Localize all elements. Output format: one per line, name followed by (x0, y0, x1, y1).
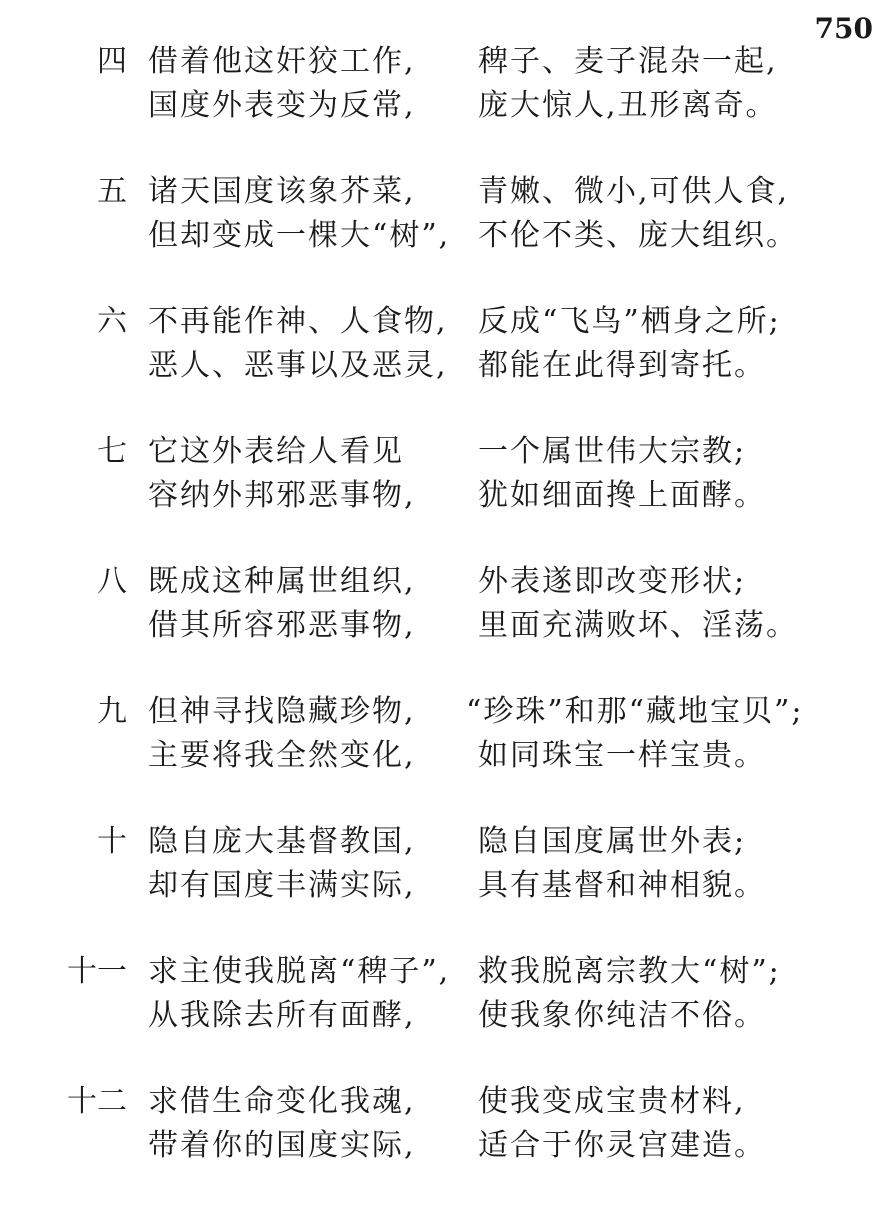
stanza-line-right: 如同珠宝一样宝贵。 (478, 738, 766, 773)
stanza-number: 十二 (67, 1084, 127, 1119)
stanza-5 (0, 172, 885, 302)
stanza-line-right: 救我脱离宗教大“树”; (478, 954, 781, 989)
stanza-number: 九 (97, 694, 127, 729)
stanza-line-left: 隐自庞大基督教国, (148, 824, 416, 859)
stanza-line-left: 带着你的国度实际, (148, 1128, 416, 1163)
stanza-line-right: 庞大惊人,丑形离奇。 (478, 88, 778, 123)
stanza-line-left: 容纳外邦邪恶事物, (148, 478, 416, 513)
stanza-line-right: 反成“飞鸟”栖身之所; (478, 304, 781, 339)
stanza-line-right: 里面充满败坏、淫荡。 (478, 608, 798, 643)
stanza-line-left: 借其所容邪恶事物, (148, 608, 416, 643)
stanza-line-right: 都能在此得到寄托。 (478, 348, 766, 383)
stanza-11 (0, 952, 885, 1082)
stanza-line-right: 不伦不类、庞大组织。 (478, 218, 798, 253)
stanza-line-right: “珍珠”和那“藏地宝贝”; (466, 694, 804, 729)
stanza-number: 四 (97, 44, 127, 79)
stanza-6 (0, 302, 885, 432)
stanza-line-right: 一个属世伟大宗教; (478, 434, 747, 469)
stanza-line-left: 求借生命变化我魂, (148, 1084, 416, 1119)
stanza-number: 六 (97, 304, 127, 339)
stanza-line-left: 从我除去所有面酵, (148, 998, 416, 1033)
stanza-line-right: 使我象你纯洁不俗。 (478, 998, 766, 1033)
stanza-line-left: 主要将我全然变化, (148, 738, 416, 773)
stanza-line-right: 使我变成宝贵材料, (478, 1084, 746, 1119)
hymn-stanzas (0, 42, 885, 1212)
stanza-line-left: 却有国度丰满实际, (148, 868, 416, 903)
stanza-number: 十 (97, 824, 127, 859)
stanza-number: 十一 (67, 954, 127, 989)
stanza-line-left: 国度外表变为反常, (148, 88, 416, 123)
stanza-10 (0, 822, 885, 952)
stanza-line-right: 具有基督和神相貌。 (478, 868, 766, 903)
stanza-line-left: 恶人、恶事以及恶灵, (148, 348, 448, 383)
stanza-line-left: 但却变成一棵大“树”, (148, 218, 451, 253)
stanza-line-left: 但神寻找隐藏珍物, (148, 694, 416, 729)
stanza-line-left: 既成这种属世组织, (148, 564, 416, 599)
stanza-line-right: 稗子、麦子混杂一起, (478, 44, 778, 79)
stanza-line-left: 不再能作神、人食物, (148, 304, 448, 339)
stanza-12 (0, 1082, 885, 1212)
stanza-number: 八 (97, 564, 127, 599)
stanza-line-left: 求主使我脱离“稗子”, (148, 954, 451, 989)
stanza-number: 五 (97, 174, 127, 209)
stanza-9 (0, 692, 885, 822)
stanza-4 (0, 42, 885, 172)
stanza-line-left: 诸天国度该象芥菜, (148, 174, 416, 209)
stanza-number: 七 (97, 434, 127, 469)
stanza-line-left: 借着他这奸狡工作, (148, 44, 416, 79)
stanza-line-right: 青嫩、微小,可供人食, (478, 174, 790, 209)
page-number: 750 (814, 12, 873, 45)
stanza-line-right: 犹如细面搀上面酵。 (478, 478, 766, 513)
stanza-line-left: 它这外表给人看见 (148, 434, 404, 469)
stanza-8 (0, 562, 885, 692)
stanza-line-right: 隐自国度属世外表; (478, 824, 747, 859)
stanza-line-right: 外表遂即改变形状; (478, 564, 747, 599)
stanza-7 (0, 432, 885, 562)
stanza-line-right: 适合于你灵宫建造。 (478, 1128, 766, 1163)
